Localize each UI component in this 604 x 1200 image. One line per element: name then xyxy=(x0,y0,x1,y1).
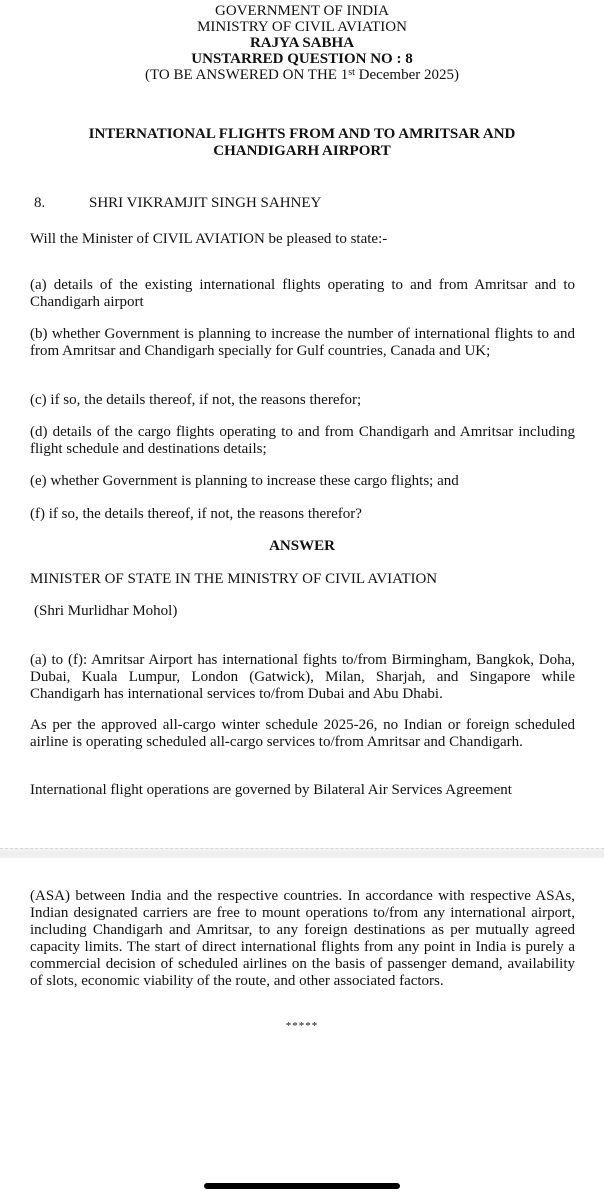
answer-date-ordinal: st xyxy=(348,67,355,78)
question-part-d: (d) details of the cargo flights operating to and from Chandigarh and Amritsar including flight schedule and destinations details; xyxy=(30,424,575,457)
answer-heading: ANSWER xyxy=(269,538,335,554)
question-title: INTERNATIONAL FLIGHTS FROM AND TO AMRITSAR AND CHANDIGARH AIRPORT xyxy=(88,126,516,159)
question-part-f: (f) if so, the details thereof, if not, the reasons therefor? xyxy=(30,506,362,522)
answer-paragraph-1: (a) to (f): Amritsar Airport has international fights to/from Birmingham, Bangkok, Doha, Dubai, Kuala Lumpur, London (Gatwick), Milan, Sharjah, and Singapore while Chandigarh has international services to/from Dubai and Abu Dhabi. xyxy=(30,652,575,702)
answer-paragraph-3: International flight operations are governed by Bilateral Air Services Agreement xyxy=(30,782,512,798)
government-line: GOVERNMENT OF INDIA xyxy=(215,3,389,19)
minister-title: MINISTER OF STATE IN THE MINISTRY OF CIVIL AVIATION xyxy=(30,571,438,587)
answer-date-line xyxy=(0,67,604,83)
question-intro: Will the Minister of CIVIL AVIATION be pleased to state:- xyxy=(30,231,388,247)
end-mark: ***** xyxy=(285,1020,319,1032)
answer-date-suffix: December 2025) xyxy=(354,67,459,83)
document-header xyxy=(0,3,604,83)
home-indicator[interactable] xyxy=(204,1183,400,1189)
answer-paragraph-2: As per the approved all-cargo winter schedule 2025-26, no Indian or foreign scheduled airline is operating scheduled all-cargo services to/from Amritsar and Chandigarh. xyxy=(30,717,575,750)
answer-date-prefix: (TO BE ANSWERED ON THE 1 xyxy=(145,67,349,83)
member-name: SHRI VIKRAMJIT SINGH SAHNEY xyxy=(89,195,322,211)
question-number-line: UNSTARRED QUESTION NO : 8 xyxy=(191,51,413,67)
question-part-c: (c) if so, the details thereof, if not, the reasons therefor; xyxy=(30,392,362,408)
question-number: 8. xyxy=(34,195,46,211)
answer-paragraph-4: (ASA) between India and the respective countries. In accordance with respective ASAs, Indian designated carriers are free to mount operations to/from any international airport, including Chandigarh and Amritsar, to any foreign destinations as per mutually agreed capacity limits. The start of direct international flights from any point in India is purely a commercial decision of scheduled airlines on the basis of passenger demand, availability of slots, economic viability of the route, and other associated factors. xyxy=(30,888,575,989)
house-line: RAJYA SABHA xyxy=(249,35,355,51)
minister-name: (Shri Murlidhar Mohol) xyxy=(34,603,178,619)
question-part-b: (b) whether Government is planning to increase the number of international flights to and from Amritsar and Chandigarh specially for Gulf countries, Canada and UK; xyxy=(30,326,575,359)
question-part-e: (e) whether Government is planning to increase these cargo flights; and xyxy=(30,473,459,489)
ministry-line: MINISTRY OF CIVIL AVIATION xyxy=(197,19,407,35)
question-part-a: (a) details of the existing international flights operating to and from Amritsar and to Chandigarh airport xyxy=(30,277,575,310)
